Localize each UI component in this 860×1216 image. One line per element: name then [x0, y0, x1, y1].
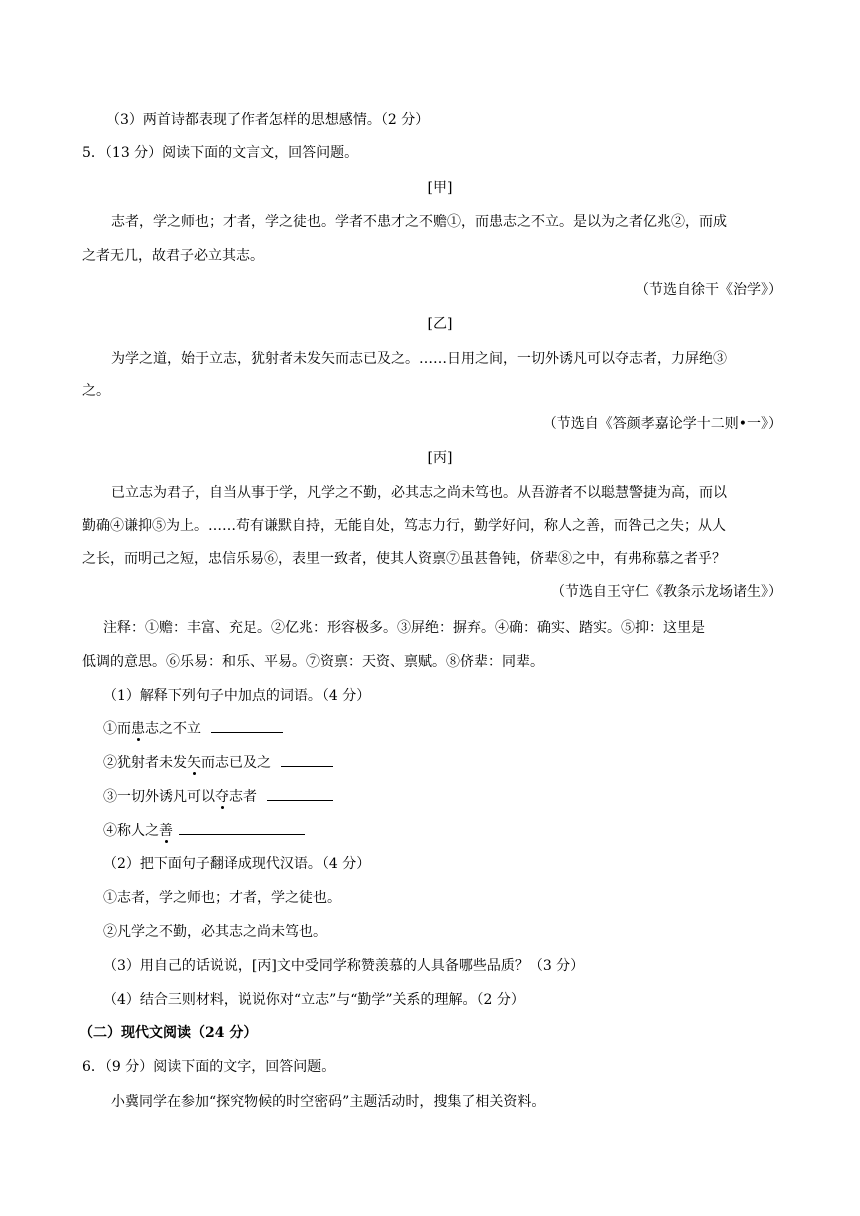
- answer-blank[interactable]: [211, 718, 283, 733]
- passage-bing-line3: 之长，而明己之短，忠信乐易⑥，表里一致者，使其人资禀⑦虽甚鲁钝，侪辈⑧之中，有弗称慕之者乎？: [82, 551, 726, 567]
- passage-jia-line2: 之者无几，故君子必立其志。: [82, 248, 264, 264]
- item-number: ③: [103, 789, 117, 805]
- item-number: ①: [103, 721, 117, 737]
- item-text: 称人之: [117, 823, 159, 839]
- dotted-word: 善: [159, 823, 173, 839]
- notes-line1: 注释：①赡：丰富、充足。②亿兆：形容极多。③屏绝：摒弃。④确：确实、踏实。⑤抑：这里是: [103, 620, 705, 636]
- passage-jia-title: [甲]: [427, 180, 453, 196]
- answer-blank[interactable]: [179, 820, 305, 835]
- sub2-item-1: ①志者，学之师也；才者，学之徒也。: [103, 890, 341, 906]
- passage-yi-line1: 为学之道，始于立志，犹射者未发矢而志已及之。……日用之间，一切外诱凡可以夺志者，力屏绝③: [111, 351, 727, 367]
- passage-bing-title: [丙]: [427, 450, 453, 466]
- notes-line2: 低调的意思。⑥乐易：和乐、平易。⑦资禀：天资、禀赋。⑧侪辈：同辈。: [82, 654, 544, 670]
- passage-bing-line1: 已立志为君子，自当从事于学，凡学之不勤，必其志之尚未笃也。从吾游者不以聪慧警捷为高，而以: [111, 485, 727, 501]
- item-text: 而志已及之: [201, 755, 271, 771]
- item-text: 而: [117, 721, 131, 737]
- sub1-item-2: [103, 752, 333, 773]
- item-number: ④: [103, 823, 117, 839]
- section2-heading: （二）现代文阅读（24 分）: [79, 1025, 258, 1041]
- q6-heading: 6．（9 分）阅读下面的文字，回答问题。: [82, 1059, 336, 1075]
- item-text: 一切外诱凡可以: [117, 789, 215, 805]
- sub4-prompt: （4）结合三则材料，说说你对“立志”与“勤学”关系的理解。（2 分）: [103, 992, 525, 1008]
- sub2-item-2: ②凡学之不勤，必其志之尚未笃也。: [103, 924, 327, 940]
- sub1-item-1: [103, 718, 283, 739]
- answer-blank[interactable]: [281, 752, 333, 767]
- answer-blank[interactable]: [267, 786, 333, 801]
- sub3-prompt: （3）用自己的话说说，[丙]文中受同学称赞羡慕的人具备哪些品质？（3 分）: [103, 958, 585, 974]
- dotted-word: 夺: [215, 789, 229, 805]
- sub1-item-3: [103, 786, 333, 807]
- passage-yi-source: （节选自《答颜孝嘉论学十二则•一》）: [542, 416, 782, 432]
- q4-sub3: （3）两首诗都表现了作者怎样的思想感情。（2 分）: [106, 112, 430, 128]
- passage-bing-source: （节选自王守仁《教条示龙场诸生》）: [551, 584, 782, 600]
- passage-jia-source: （节选自徐干《治学》）: [635, 282, 782, 298]
- item-text: 犹射者未发: [117, 755, 187, 771]
- sub1-prompt: （1）解释下列句子中加点的词语。（4 分）: [103, 688, 371, 704]
- item-text: 志者: [229, 789, 257, 805]
- sub2-prompt: （2）把下面句子翻译成现代汉语。（4 分）: [103, 856, 371, 872]
- item-text: 志之不立: [145, 721, 201, 737]
- passage-yi-line2: 之。: [82, 383, 110, 399]
- sub1-item-4: [103, 820, 305, 841]
- passage-jia-line1: 志者，学之师也；才者，学之徒也。学者不患才之不赡①，而患志之不立。是以为之者亿兆②，而成: [111, 214, 727, 230]
- item-number: ②: [103, 755, 117, 771]
- passage-bing-line2: 勤确④谦抑⑤为上。……苟有谦默自持，无能自处，笃志力行，勤学好问，称人之善，而咎己之失；从人: [82, 518, 726, 534]
- dotted-word: 矢: [187, 755, 201, 771]
- passage-yi-title: [乙]: [427, 316, 453, 332]
- q6-paragraph: 小冀同学在参加“探究物候的时空密码”主题活动时，搜集了相关资料。: [111, 1094, 546, 1110]
- dotted-word: 患: [131, 721, 145, 737]
- q5-heading: 5．（13 分）阅读下面的文言文，回答问题。: [82, 145, 359, 161]
